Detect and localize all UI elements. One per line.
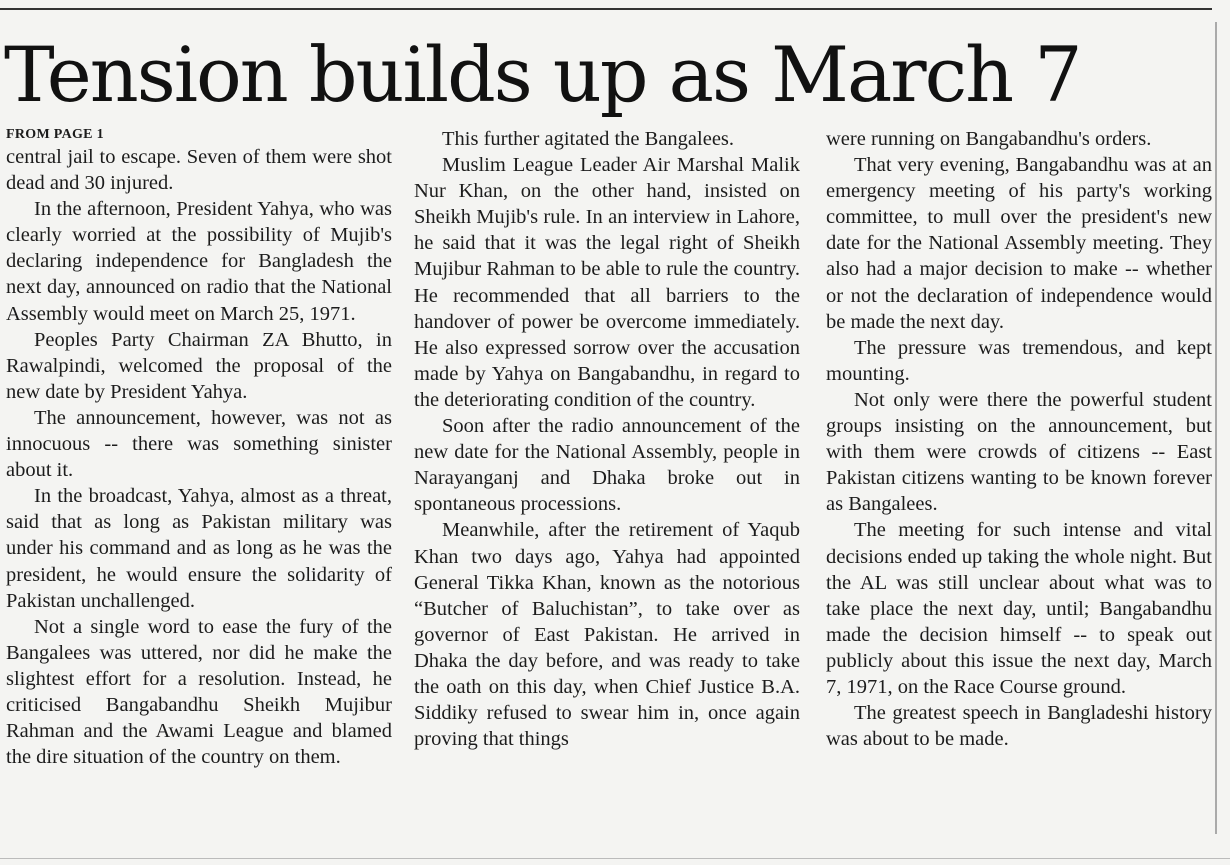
paragraph: Not only were there the powerful student groups insisting on the announcement, but with them were crowds of citizens -- East Pakistan citizens wanting to be known forever as Bangalees. bbox=[826, 388, 1212, 516]
paragraph: In the broadcast, Yahya, almost as a threat, said that as long as Pakistan military was under his command and as long as he was the president, he would ensure the solidarity of Pakistan unchallenged. bbox=[6, 485, 392, 612]
article-column-3 bbox=[826, 126, 1212, 846]
article-column-2 bbox=[414, 126, 800, 846]
paragraph: The meeting for such intense and vital decisions ended up taking the whole night. But the AL was still unclear about what was to take place the next day, until; Bangabandhu made the decision himself -- to speak out publicly about this issue the next day, March 7, 1971, on the Race Course ground. bbox=[826, 519, 1212, 698]
headline: Tension builds up as March 7 bbox=[4, 30, 1081, 119]
article-column-1 bbox=[6, 126, 392, 846]
paragraph: Soon after the radio announcement of the new date for the National Assembly, people in Narayanganj and Dhaka broke out in spontaneous processions. bbox=[414, 415, 800, 516]
paragraph: Peoples Party Chairman ZA Bhutto, in Rawalpindi, welcomed the proposal of the new date by President Yahya. bbox=[6, 328, 392, 403]
paragraph: The announcement, however, was not as innocuous -- there was something sinister about it. bbox=[6, 406, 392, 482]
kicker: FROM PAGE 1 bbox=[6, 127, 104, 142]
paragraph: were running on Bangabandhu's orders. bbox=[826, 128, 1152, 150]
bottom-rule bbox=[0, 858, 1230, 859]
column-rule-right bbox=[1215, 22, 1217, 834]
paragraph: That very evening, Bangabandhu was at an emergency meeting of his party's working committee, to mull over the president's new date for the National Assembly meeting. They also had a major decision to make -- whether or not the declaration of independence would be made the next day. bbox=[826, 154, 1212, 333]
paragraph: This further agitated the Bangalees. bbox=[442, 128, 735, 150]
top-rule bbox=[0, 8, 1212, 10]
paragraph: In the afternoon, President Yahya, who was clearly worried at the possibility of Mujib's declaring independence for Bangladesh the next day, announced on radio that the National Assembly would meet on March 25, 1971. bbox=[6, 198, 392, 325]
paragraph: Meanwhile, after the retirement of Yaqub Khan two days ago, Yahya had appointed General Tikka Khan, known as the notorious “Butcher of Baluchistan”, to take over as governor of East Pakistan. He arrived in Dhaka the day before, and was ready to take the oath on this day, when Chief Justice B.A. Siddiky refused to swear him in, once again proving that things bbox=[414, 519, 800, 751]
paragraph: Not a single word to ease the fury of the Bangalees was uttered, nor did he make the slightest effort for a resolution. Instead, he criticised Bangabandhu Sheikh Mujibur Rahman and the Awami League and blamed the dire situation of the country on them. bbox=[6, 615, 392, 769]
paragraph: central jail to escape. Seven of them were shot dead and 30 injured. bbox=[6, 146, 392, 195]
paragraph: The pressure was tremendous, and kept mounting. bbox=[826, 336, 1212, 385]
paragraph: The greatest speech in Bangladeshi history was about to be made. bbox=[826, 702, 1212, 751]
paragraph: Muslim League Leader Air Marshal Malik Nur Khan, on the other hand, insisted on Sheikh Mujib's rule. In an interview in Lahore, he said that it was the legal right of Sheikh Mujibur Rahman to be able to rule the country. He recommended that all barriers to the handover of power be overcome immediately. He also expressed sorrow over the accusation made by Yahya on Bangabandhu, in regard to the deteriorating condition of the country. bbox=[414, 154, 800, 411]
